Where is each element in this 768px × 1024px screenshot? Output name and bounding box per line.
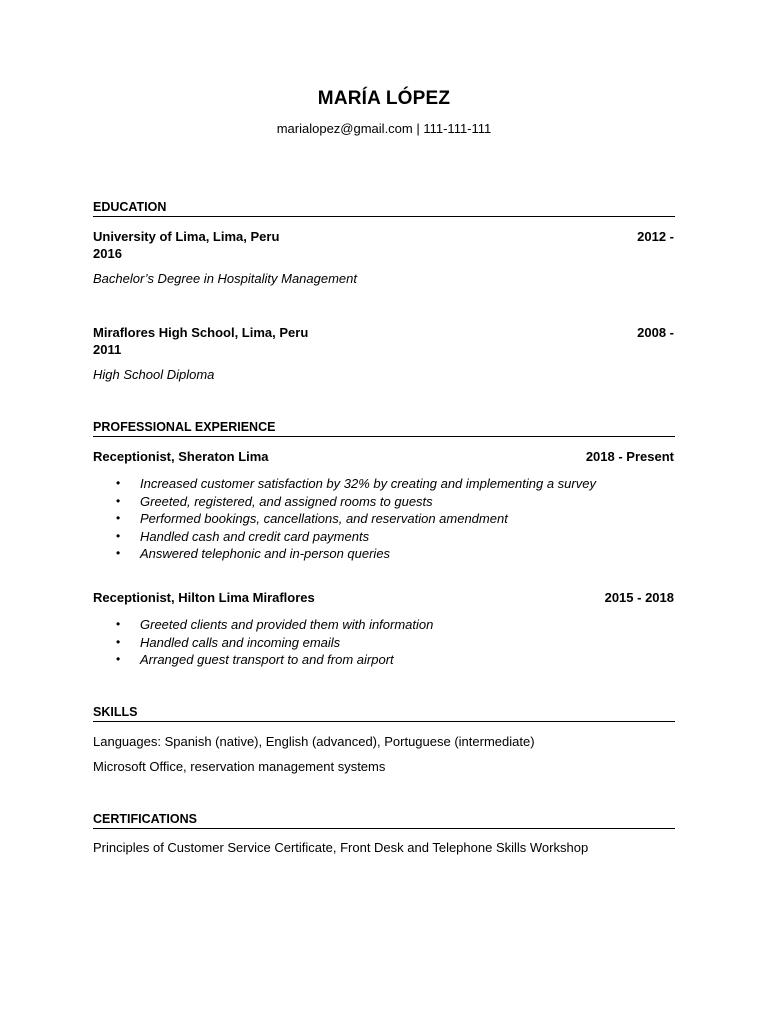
education-degree: High School Diploma bbox=[93, 367, 215, 382]
bullet-text: Performed bookings, cancellations, and reservation amendment bbox=[140, 511, 508, 527]
list-item bbox=[116, 651, 433, 669]
bullet-icon: • bbox=[116, 634, 121, 649]
list-item bbox=[116, 634, 433, 652]
contact-line: marialopez@gmail.com | 111-111-111 bbox=[276, 121, 492, 136]
education-date-start: 2008 - bbox=[637, 325, 674, 340]
job-dates: 2015 - 2018 bbox=[604, 590, 674, 605]
education-date-start: 2012 - bbox=[637, 229, 674, 244]
job-title: Receptionist, Sheraton Lima bbox=[93, 449, 269, 464]
bullet-text: Increased customer satisfaction by 32% by creating and implementing a survey bbox=[140, 476, 596, 491]
list-item bbox=[116, 545, 596, 563]
job-dates: 2018 - Present bbox=[585, 449, 674, 464]
bullet-text: Handled calls and incoming emails bbox=[140, 634, 341, 650]
candidate-name: MARÍA LÓPEZ bbox=[317, 88, 451, 109]
skills-line: Microsoft Office, reservation management systems bbox=[93, 759, 386, 774]
bullet-icon: • bbox=[116, 511, 121, 526]
bullet-icon: • bbox=[116, 493, 121, 508]
section-heading-skills: SKILLS bbox=[93, 705, 675, 722]
bullet-icon: • bbox=[116, 652, 121, 667]
job-bullet-list bbox=[116, 475, 596, 563]
education-degree: Bachelor’s Degree in Hospitality Management bbox=[93, 271, 357, 286]
education-date-end: 2011 bbox=[93, 342, 122, 357]
bullet-text: Handled cash and credit card payments bbox=[140, 528, 370, 544]
bullet-text: Answered telephonic and in-person queries bbox=[140, 546, 391, 562]
bullet-text: Greeted, registered, and assigned rooms to guests bbox=[140, 493, 433, 509]
bullet-icon: • bbox=[116, 617, 121, 631]
bullet-icon: • bbox=[116, 528, 121, 543]
list-item bbox=[116, 493, 596, 511]
bullet-text: Arranged guest transport to and from airport bbox=[140, 652, 394, 668]
skills-line: Languages: Spanish (native), English (advanced), Portuguese (intermediate) bbox=[93, 734, 535, 749]
list-item bbox=[116, 475, 596, 493]
education-school: University of Lima, Lima, Peru bbox=[93, 229, 280, 244]
bullet-icon: • bbox=[116, 476, 121, 490]
section-heading-education: EDUCATION bbox=[93, 200, 675, 217]
list-item bbox=[116, 510, 596, 528]
list-item bbox=[116, 616, 433, 634]
bullet-icon: • bbox=[116, 546, 121, 561]
list-item bbox=[116, 528, 596, 546]
education-school: Miraflores High School, Lima, Peru bbox=[93, 325, 309, 340]
job-title: Receptionist, Hilton Lima Miraflores bbox=[93, 590, 315, 605]
section-heading-experience: PROFESSIONAL EXPERIENCE bbox=[93, 420, 675, 437]
job-bullet-list bbox=[116, 616, 433, 669]
certifications-line: Principles of Customer Service Certificate, Front Desk and Telephone Skills Workshop bbox=[93, 840, 589, 855]
section-heading-certifications: CERTIFICATIONS bbox=[93, 812, 675, 829]
education-date-end: 2016 bbox=[93, 246, 122, 261]
bullet-text: Greeted clients and provided them with information bbox=[140, 617, 434, 632]
